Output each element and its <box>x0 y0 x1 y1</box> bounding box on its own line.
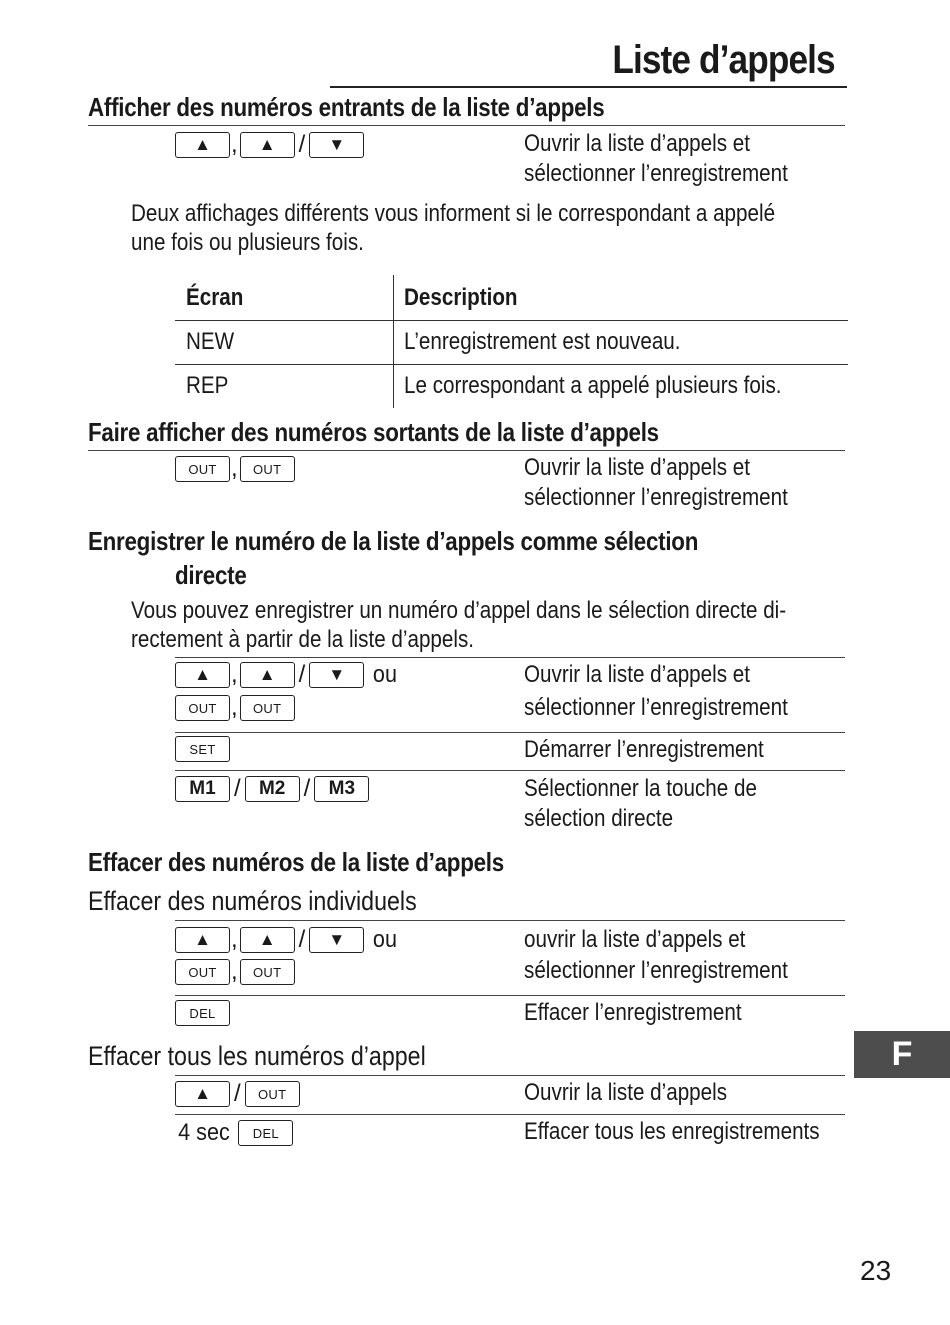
table-header: Écran <box>186 284 244 311</box>
key-sequence <box>175 1000 230 1026</box>
paragraph: rectement à partir de la liste d’appels. <box>131 626 475 653</box>
hold-duration: 4 sec <box>178 1119 230 1146</box>
step-description: sélection directe <box>524 805 674 832</box>
up-arrow-key[interactable]: ▲ <box>240 662 295 688</box>
step-description: sélectionner l’enregistrement <box>524 694 788 721</box>
display-table <box>175 275 848 408</box>
row-divider <box>175 1114 845 1115</box>
up-arrow-key[interactable]: ▲ <box>175 662 230 688</box>
key-sequence <box>175 694 295 722</box>
page-title: Liste d’appels <box>612 38 835 82</box>
step-description: Ouvrir la liste d’appels et <box>524 130 750 157</box>
step-description: sélectionner l’enregistrement <box>524 484 788 511</box>
out-key[interactable]: OUT <box>240 959 295 985</box>
section-heading-outgoing: Faire afficher des numéros sortants de la liste d’appels <box>88 417 659 447</box>
down-arrow-key[interactable]: ▼ <box>309 132 364 158</box>
separator: , <box>231 694 238 721</box>
section-heading-incoming: Afficher des numéros entrants de la liste d’appels <box>88 92 605 122</box>
separator: , <box>231 958 238 985</box>
key-sequence <box>175 775 369 803</box>
out-key[interactable]: OUT <box>175 959 230 985</box>
page-number: 23 <box>860 1255 892 1286</box>
down-arrow-key[interactable]: ▼ <box>309 662 364 688</box>
separator: , <box>231 131 238 158</box>
section-divider <box>88 125 845 126</box>
key-sequence <box>175 1119 293 1147</box>
separator: / <box>234 775 241 802</box>
table-cell: REP <box>186 372 229 399</box>
up-arrow-key[interactable]: ▲ <box>240 927 295 953</box>
separator: , <box>231 926 238 953</box>
row-divider <box>175 1075 845 1076</box>
row-divider <box>175 732 845 733</box>
out-key[interactable]: OUT <box>175 695 230 721</box>
step-description: Effacer tous les enregistrements <box>524 1118 820 1145</box>
up-arrow-key[interactable]: ▲ <box>175 927 230 953</box>
step-description: Démarrer l’enregistrement <box>524 736 764 763</box>
paragraph: une fois ou plusieurs fois. <box>131 229 364 256</box>
key-sequence <box>175 455 295 483</box>
separator: , <box>231 661 238 688</box>
table-cell: L’enregistrement est nouveau. <box>404 328 681 355</box>
separator: / <box>298 131 306 158</box>
table-cell: Le correspondant a appelé plusieurs fois. <box>404 372 782 399</box>
out-key[interactable]: OUT <box>240 456 295 482</box>
del-key[interactable]: DEL <box>238 1120 293 1146</box>
or-text: ou <box>373 926 398 953</box>
section-heading-save-direct: Enregistrer le numéro de la liste d’appels comme sélection <box>88 526 699 556</box>
key-sequence <box>175 661 399 689</box>
step-description: Ouvrir la liste d’appels et <box>524 661 750 688</box>
key-sequence <box>175 1080 300 1108</box>
step-description: Ouvrir la liste d’appels <box>524 1079 728 1106</box>
section-divider <box>88 450 845 451</box>
out-key[interactable]: OUT <box>240 695 295 721</box>
separator: / <box>298 661 306 688</box>
separator: / <box>234 1080 241 1107</box>
del-key[interactable]: DEL <box>175 1000 230 1026</box>
set-key[interactable]: SET <box>175 736 230 762</box>
step-description: Effacer l’enregistrement <box>524 999 742 1026</box>
table-row-divider <box>175 364 848 365</box>
m3-key[interactable]: M3 <box>314 776 369 802</box>
key-sequence <box>175 926 399 954</box>
title-divider <box>330 86 847 88</box>
step-description: sélectionner l’enregistrement <box>524 957 788 984</box>
separator: / <box>298 926 306 953</box>
paragraph: Vous pouvez enregistrer un numéro d’appel dans le sélection directe di- <box>131 597 787 624</box>
out-key[interactable]: OUT <box>245 1081 300 1107</box>
table-cell: NEW <box>186 328 235 355</box>
m2-key[interactable]: M2 <box>245 776 300 802</box>
row-divider <box>175 770 845 771</box>
separator: , <box>231 455 238 482</box>
separator: / <box>303 775 311 802</box>
key-sequence <box>175 131 364 159</box>
step-description: Ouvrir la liste d’appels et <box>524 454 750 481</box>
up-arrow-key[interactable]: ▲ <box>240 132 295 158</box>
step-description: ouvrir la liste d’appels et <box>524 926 746 953</box>
row-divider <box>175 920 845 921</box>
section-heading-save-direct-cont: directe <box>175 560 247 590</box>
m1-key[interactable]: M1 <box>175 776 230 802</box>
table-header: Description <box>404 284 518 311</box>
out-key[interactable]: OUT <box>175 456 230 482</box>
key-sequence <box>175 958 295 986</box>
language-tab: F <box>854 1031 950 1078</box>
up-arrow-key[interactable]: ▲ <box>175 1081 230 1107</box>
key-sequence <box>175 736 230 762</box>
table-header-divider <box>175 320 848 321</box>
table-column-divider <box>393 275 394 408</box>
up-arrow-key[interactable]: ▲ <box>175 132 230 158</box>
or-text: ou <box>373 661 398 688</box>
subsection-heading-delete-individual: Effacer des numéros individuels <box>88 886 417 916</box>
down-arrow-key[interactable]: ▼ <box>309 927 364 953</box>
step-description: Sélectionner la touche de <box>524 775 757 802</box>
step-description: sélectionner l’enregistrement <box>524 160 788 187</box>
section-heading-delete: Effacer des numéros de la liste d’appels <box>88 847 504 877</box>
paragraph: Deux affichages différents vous informent si le correspondant a appelé <box>131 200 776 227</box>
row-divider <box>175 995 845 996</box>
row-divider <box>175 657 845 658</box>
subsection-heading-delete-all: Effacer tous les numéros d’appel <box>88 1041 426 1071</box>
